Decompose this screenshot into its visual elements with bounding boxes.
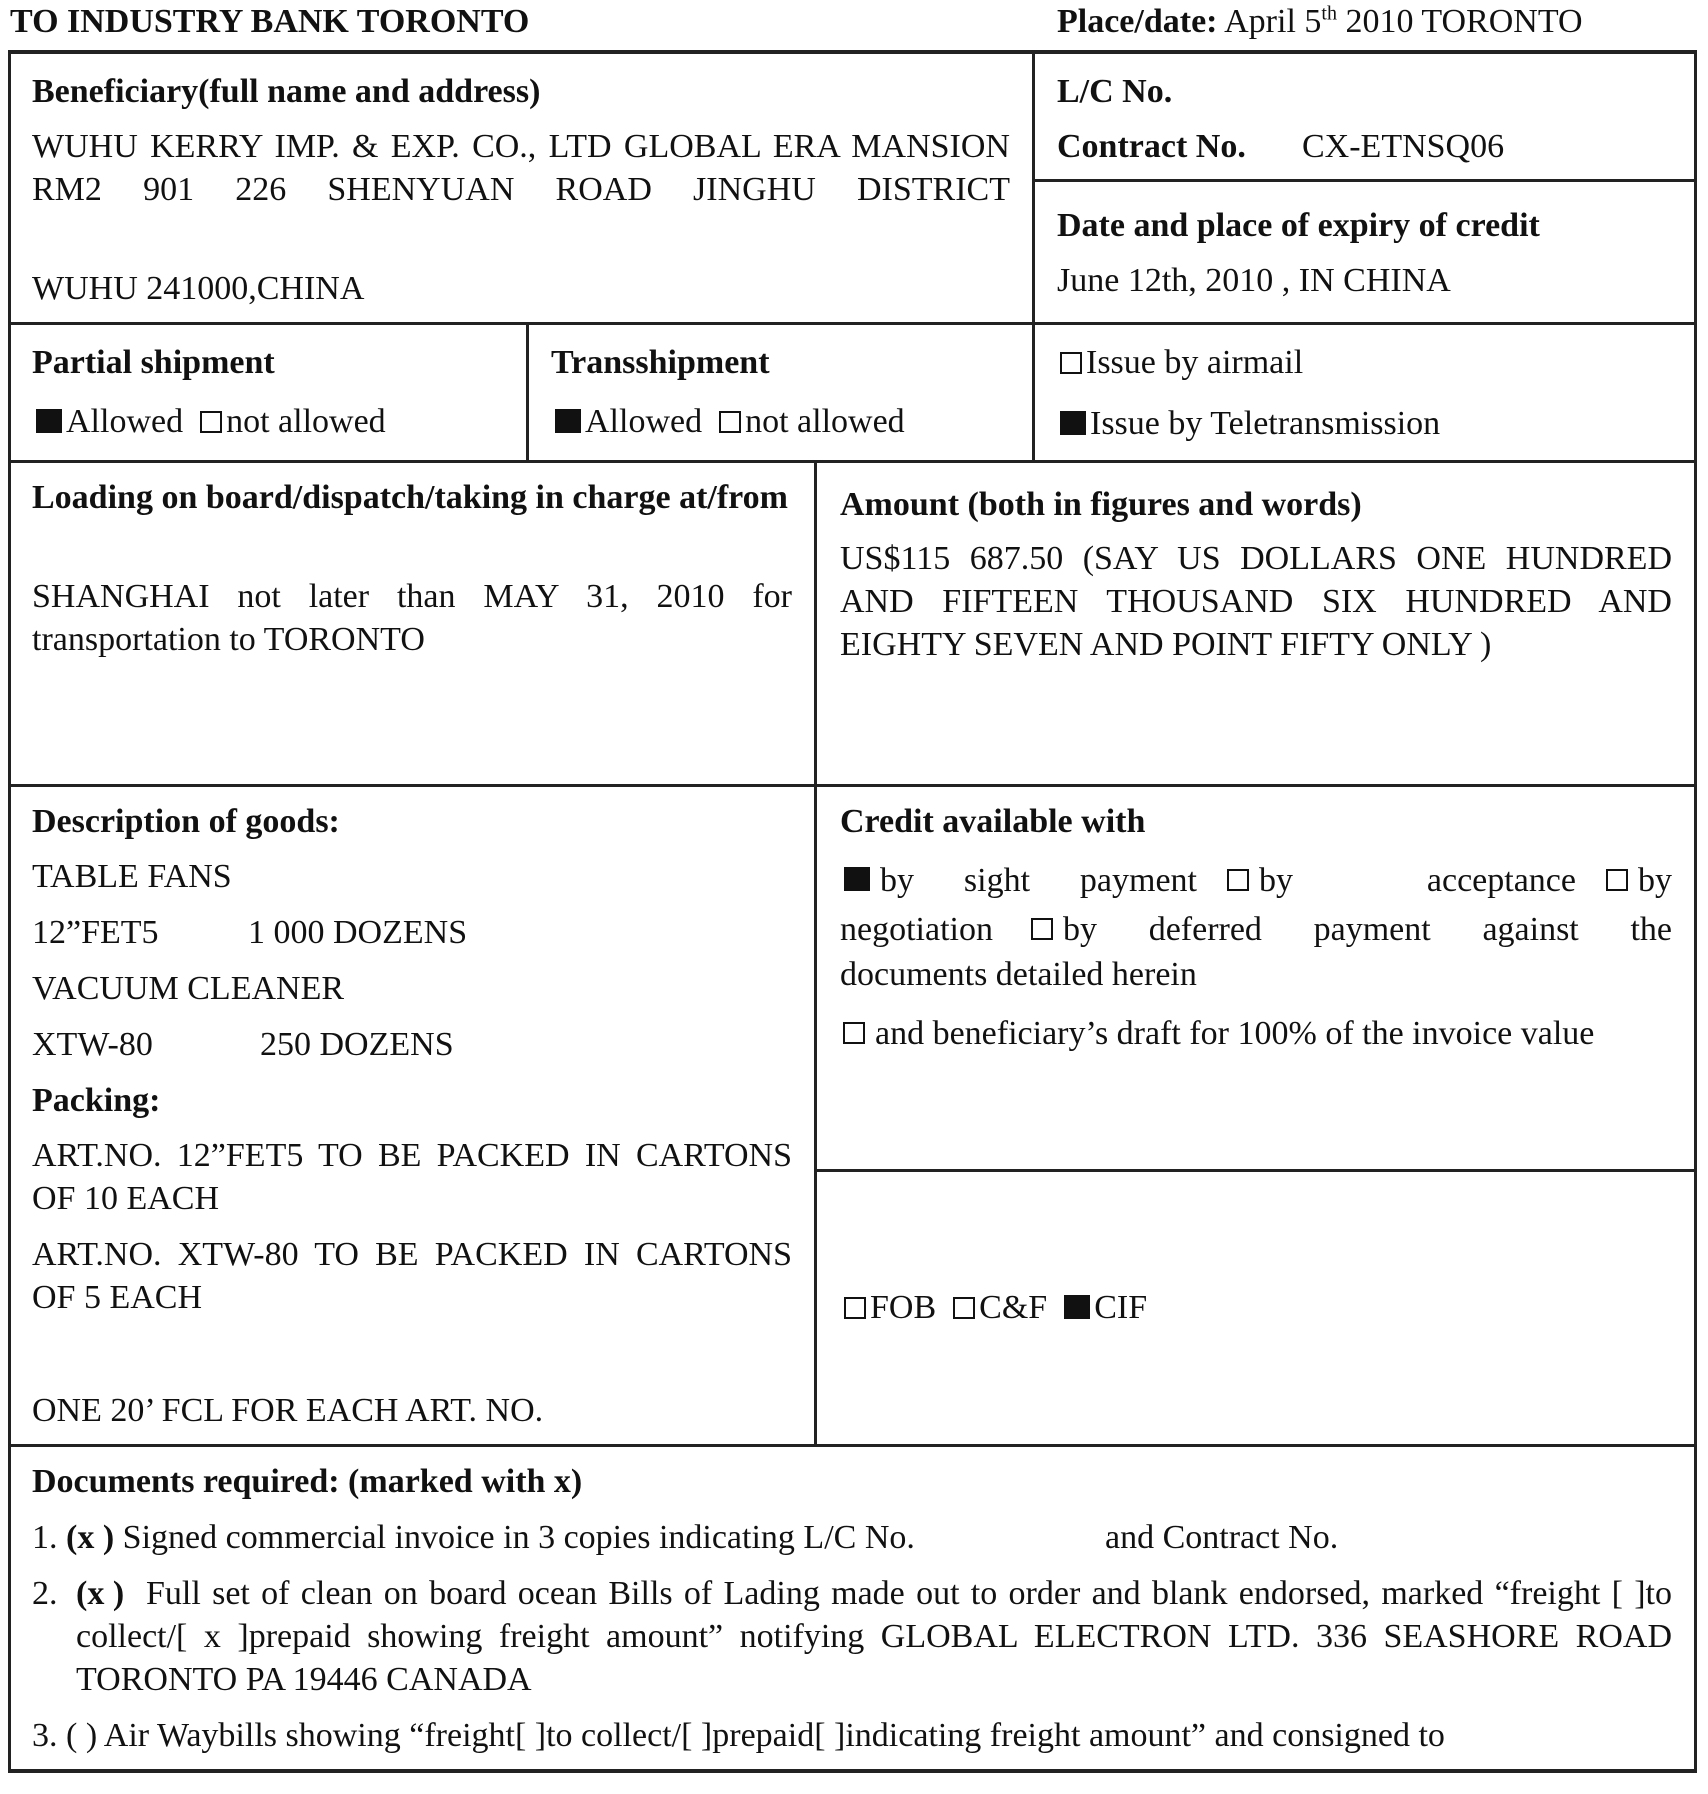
goods-item2-model: XTW-80: [32, 1026, 153, 1063]
by-negotiation-label-a: by: [1638, 862, 1672, 899]
amount-label: Amount (both in figures and words): [840, 486, 1362, 523]
fob-label: FOB: [870, 1289, 937, 1326]
bank-title: TO INDUSTRY BANK TORONTO: [10, 3, 530, 40]
partial-shipment-label: Partial shipment: [32, 344, 275, 381]
trans-allowed-checkbox[interactable]: [555, 409, 581, 433]
beneficiary-label: Beneficiary(full name and address): [32, 73, 541, 110]
trade-terms: [844, 1286, 1147, 1329]
expiry-value: June 12th, 2010 , IN CHINA: [1057, 262, 1451, 299]
draft-label: and beneficiary’s draft for 100% of the invoice value: [875, 1015, 1595, 1052]
by-sight-checkbox[interactable]: [844, 867, 870, 891]
credit-row-1: [844, 859, 1672, 902]
document-item-3: 3. ( ) Air Waybills showing “freight[ ]to collect/[ ]prepaid[ ]indicating freight amount” and consigned to: [32, 1717, 1445, 1754]
doc1-number: 1.: [32, 1519, 58, 1556]
lc-no-label: L/C No.: [1057, 73, 1173, 110]
credit-label: Credit available with: [840, 803, 1146, 840]
beneficiary-address: WUHU KERRY IMP. & EXP. CO., LTD GLOBAL ERA MANSION RM2 901 226 SHENYUAN ROAD JINGHU DISTRICT: [32, 128, 1010, 208]
transshipment-label: Transshipment: [551, 344, 770, 381]
packing-line-1: ART.NO. 12”FET5 TO BE PACKED IN CARTONS OF 10 EACH: [32, 1137, 792, 1217]
doc2-text: Full set of clean on board ocean Bills of Lading made out to order and blank endorsed, marked “freight [ ]to collect/[ x ]prepaid showing freight amount” notifying GLOBAL ELECTRON LTD. 336 SEASHORE ROAD TORONTO PA 19446 CANADA: [76, 1575, 1672, 1698]
credit-documents: documents detailed herein: [840, 956, 1197, 993]
loading-label: Loading on board/dispatch/taking in charge at/from: [32, 479, 788, 516]
by-acceptance-label: by acceptance: [1259, 862, 1576, 899]
by-negotiation-checkbox[interactable]: [1606, 869, 1628, 891]
document-item-2: [76, 1572, 1672, 1701]
goods-item2-name: VACUUM CLEANER: [32, 970, 345, 1007]
issue-teletransmission-checkbox[interactable]: [1060, 411, 1086, 435]
contract-value: CX-ETNSQ06: [1302, 128, 1505, 165]
issue-airmail-checkbox[interactable]: [1060, 352, 1082, 374]
place-date-month: April 5: [1224, 3, 1322, 40]
partial-allowed-label: Allowed: [66, 403, 184, 440]
doc1-mark: (x ): [66, 1519, 115, 1556]
partial-not-allowed-checkbox[interactable]: [200, 411, 222, 433]
by-deferred-label: by deferred payment against the: [1062, 911, 1672, 948]
container-note: ONE 20’ FCL FOR EACH ART. NO.: [32, 1392, 544, 1429]
doc1-text: Signed commercial invoice in 3 copies indicating L/C No.: [122, 1519, 915, 1556]
amount-value: US$115 687.50 (SAY US DOLLARS ONE HUNDRED AND FIFTEEN THOUSAND SIX HUNDRED AND EIGHTY SEVEN AND POINT FIFTY ONLY ): [840, 540, 1672, 663]
by-negotiation-label-b: negotiation: [840, 911, 993, 948]
transshipment-options: [555, 400, 905, 443]
goods-item1-qty: 1 000 DOZENS: [248, 914, 468, 951]
trans-allowed-label: Allowed: [585, 403, 703, 440]
place-date-rest: 2010 TORONTO: [1336, 3, 1583, 40]
documents-label: Documents required: (marked with x): [32, 1463, 583, 1500]
goods-item2-qty: 250 DOZENS: [260, 1026, 454, 1063]
place-date-sup: th: [1321, 2, 1337, 25]
packing-line-2: ART.NO. XTW-80 TO BE PACKED IN CARTONS OF 5 EACH: [32, 1236, 792, 1316]
issue-teletransmission: [1060, 402, 1440, 445]
loading-value: SHANGHAI not later than MAY 31, 2010 for transportation to TORONTO: [32, 578, 792, 658]
beneficiary-city: WUHU 241000,CHINA: [32, 270, 365, 307]
document-item-1: [32, 1516, 915, 1559]
doc1-tail: and Contract No.: [1105, 1519, 1339, 1556]
cf-label: C&F: [979, 1289, 1048, 1326]
cif-checkbox[interactable]: [1064, 1295, 1090, 1319]
doc2-number: 2.: [32, 1575, 58, 1612]
issue-airmail-label: Issue by airmail: [1086, 344, 1304, 381]
fob-checkbox[interactable]: [844, 1297, 866, 1319]
issue-airmail: [1060, 341, 1303, 384]
place-date: [1057, 0, 1583, 43]
credit-row-2: [840, 908, 1672, 951]
cf-checkbox[interactable]: [953, 1297, 975, 1319]
by-deferred-checkbox[interactable]: [1031, 918, 1053, 940]
trans-not-allowed-checkbox[interactable]: [719, 411, 741, 433]
partial-not-allowed-label: not allowed: [226, 403, 386, 440]
expiry-label: Date and place of expiry of credit: [1057, 207, 1540, 244]
partial-allowed-checkbox[interactable]: [36, 409, 62, 433]
doc2-mark: (x ): [76, 1575, 125, 1612]
goods-label: Description of goods:: [32, 803, 340, 840]
contract-label: Contract No.: [1057, 128, 1246, 165]
trans-not-allowed-label: not allowed: [745, 403, 905, 440]
packing-label: Packing:: [32, 1082, 161, 1119]
credit-draft-row: [843, 1012, 1672, 1055]
goods-item1-model: 12”FET5: [32, 914, 159, 951]
cif-label: CIF: [1094, 1289, 1148, 1326]
partial-shipment-options: [36, 400, 386, 443]
place-date-label: Place/date:: [1057, 3, 1218, 40]
by-acceptance-checkbox[interactable]: [1227, 869, 1249, 891]
goods-item1-name: TABLE FANS: [32, 858, 232, 895]
issue-teletransmission-label: Issue by Teletransmission: [1090, 405, 1441, 442]
by-sight-label: by sight payment: [880, 862, 1197, 899]
